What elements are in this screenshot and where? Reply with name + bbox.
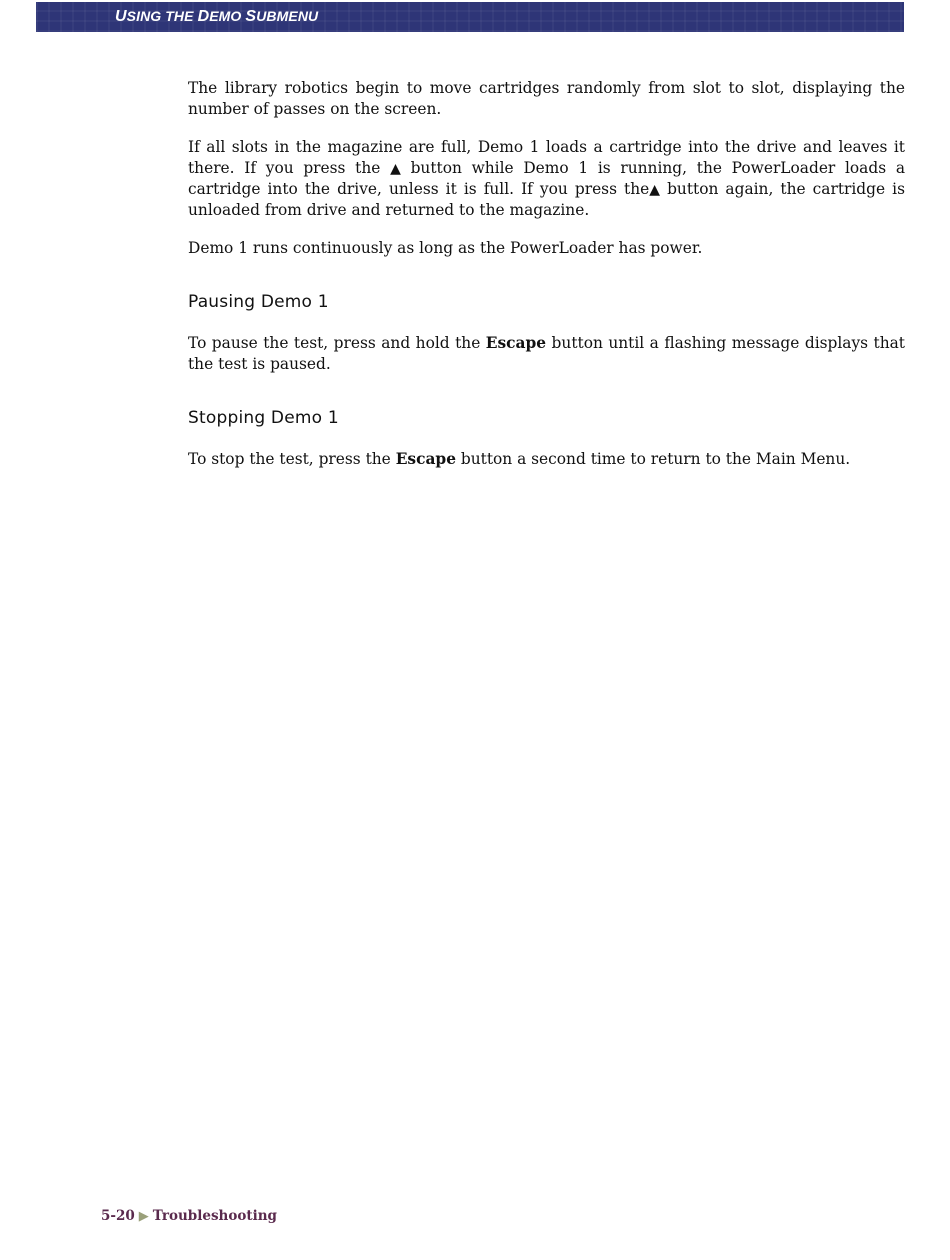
paragraph-full-slots [188,137,905,221]
text-run: To pause the test, press and hold the [188,334,486,352]
text-run: button a second time to return to the Main Menu. [455,450,851,468]
header-rest: UBMENU [256,8,319,24]
text-run: button while Demo 1 is running, the PowerLoader loads a cartridge into the drive, unless it is full. If you press the [188,159,905,198]
header-cap: D [197,8,210,25]
up-triangle-icon: ▲ [390,161,401,177]
text-run: To stop the test, press the [188,450,396,468]
escape-term: Escape [485,334,547,352]
header-cap: S [245,8,257,25]
up-triangle-icon: ▲ [649,182,661,198]
header-cap: U [115,8,127,25]
header-rest: SING THE [126,8,198,24]
paragraph-continuous: Demo 1 runs continuously as long as the PowerLoader has power. [188,239,703,257]
paragraph-robotics: The library robotics begin to move cartridges randomly from slot to slot, displaying the number of passes on the screen. [188,79,905,118]
paragraph-stopping [188,449,905,470]
paragraph-pausing [188,333,905,375]
page-content [188,78,905,487]
page-footer [101,1208,277,1224]
page-number: 5-20 [101,1208,135,1224]
section-name: Troubleshooting [152,1208,277,1224]
text-run: button again, the cartridge is unloaded from drive and returned to the magazine. [188,180,905,219]
arrow-right-icon: ▶ [138,1209,149,1224]
escape-term: Escape [395,450,456,468]
running-header-title [115,8,318,26]
header-band [36,2,904,32]
heading-pausing: Pausing Demo 1 [188,292,329,312]
header-rest: EMO [209,8,246,24]
text-run: button until a flashing message displays that the test is paused. [188,334,905,373]
heading-stopping: Stopping Demo 1 [188,408,339,428]
text-run: If all slots in the magazine are full, Demo 1 loads a cartridge into the drive and leaves it there. If you press the [188,138,905,177]
